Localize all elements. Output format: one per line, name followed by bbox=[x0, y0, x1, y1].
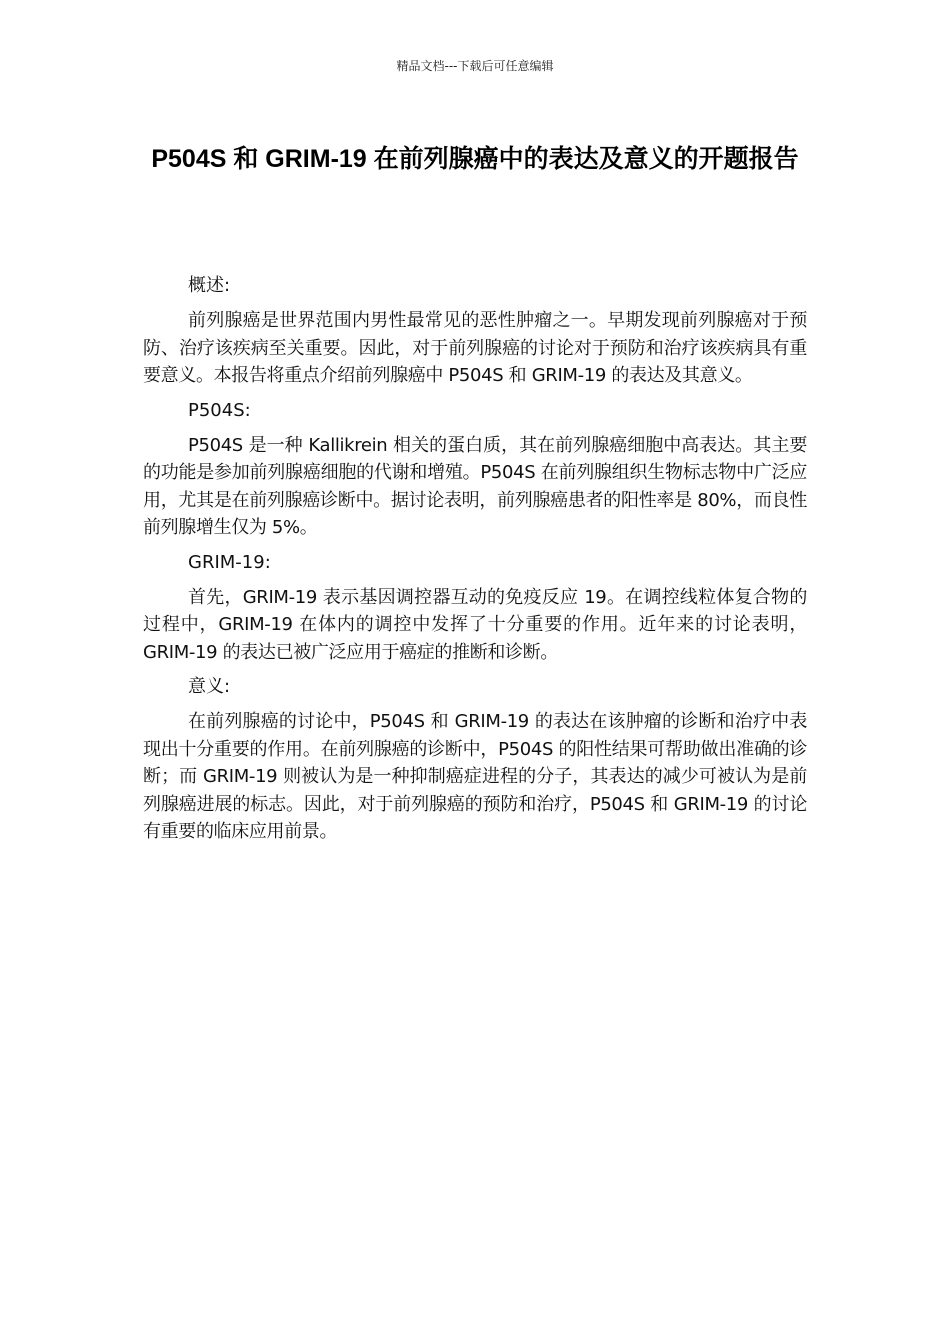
section-heading: 概述: bbox=[188, 275, 231, 296]
section-heading: GRIM-19: bbox=[188, 551, 271, 573]
section-paragraph: 在前列腺癌的讨论中，P504S 和 GRIM-19 的表达在该肿瘤的诊断和治疗中表现出十分重要的作用。在前列腺癌的诊断中，P504S 的阳性结果可帮助做出准确的诊断；而 GRIM-19 则被认为是一种抑制癌症进程的分子，其表达的减少可被认为是前列腺癌进展的标志。因此，对于前列腺癌的预防和治疗，P504S 和 GRIM-19 的讨论有重要的临床应用前景。 bbox=[143, 711, 807, 842]
page-header: 精品文档---下载后可任意编辑 bbox=[396, 59, 554, 73]
document-title: P504S 和 GRIM-19 在前列腺癌中的表达及意义的开题报告 bbox=[151, 145, 799, 173]
document-body bbox=[143, 272, 807, 853]
section-significance bbox=[143, 673, 807, 846]
section-paragraph: 前列腺癌是世界范围内男性最常见的恶性肿瘤之一。早期发现前列腺癌对于预防、治疗该疾病至关重要。因此，对于前列腺癌的讨论对于预防和治疗该疾病具有重要意义。本报告将重点介绍前列腺癌中 P504S 和 GRIM-19 的表达及其意义。 bbox=[143, 310, 807, 386]
section-paragraph: 首先，GRIM-19 表示基因调控器互动的免疫反应 19。在调控线粒体复合物的过程中，GRIM-19 在体内的调控中发挥了十分重要的作用。近年来的讨论表明，GRIM-19 的表达已被广泛应用于癌症的推断和诊断。 bbox=[143, 586, 807, 663]
section-grim19 bbox=[143, 549, 807, 667]
section-heading: P504S: bbox=[188, 399, 251, 421]
section-overview bbox=[143, 272, 807, 390]
section-paragraph: P504S 是一种 Kallikrein 相关的蛋白质，其在前列腺癌细胞中高表达。其主要的功能是参加前列腺癌细胞的代谢和增殖。P504S 在前列腺组织生物标志物中广泛应用，尤其是在前列腺癌诊断中。据讨论表明，前列腺癌患者的阳性率是 80%，而良性前列腺增生仅为 5%。 bbox=[143, 434, 807, 538]
section-heading: 意义: bbox=[188, 676, 231, 697]
section-p504s bbox=[143, 397, 807, 542]
